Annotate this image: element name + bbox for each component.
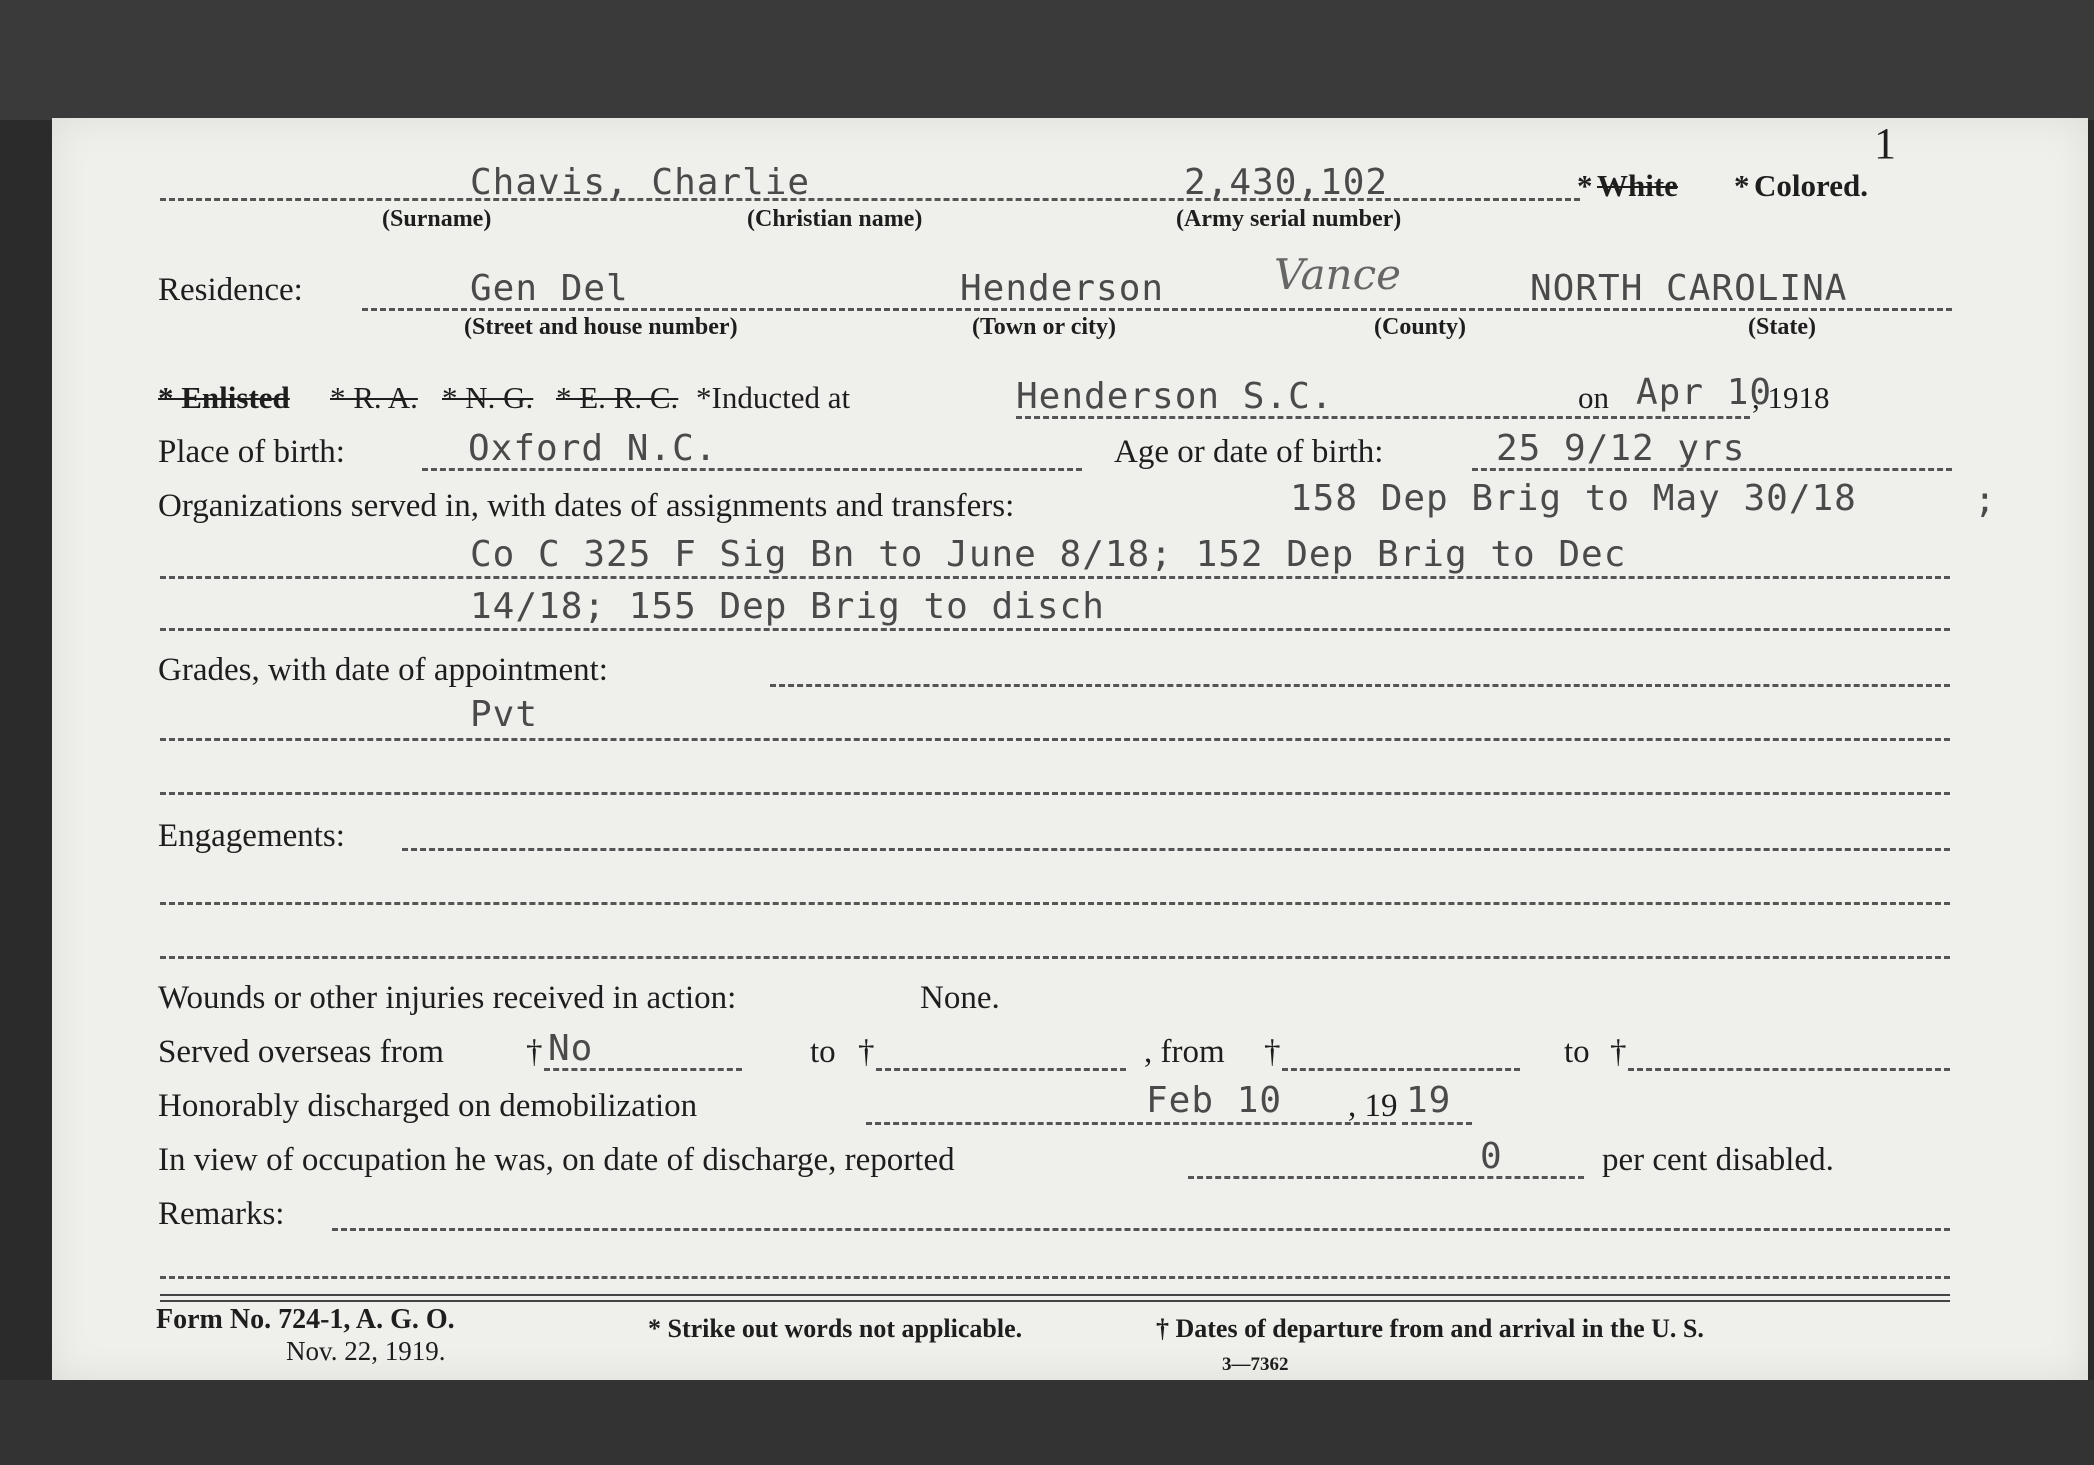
residence-state: NORTH CAROLINA bbox=[1530, 268, 1848, 309]
organizations-label: Organizations served in, with dates of assignments and transfers: bbox=[158, 488, 1015, 524]
organizations-line3-rule bbox=[160, 628, 1950, 631]
engagements-line3 bbox=[160, 956, 1950, 959]
discharge-date-line bbox=[866, 1122, 1396, 1125]
on-label: on bbox=[1578, 380, 1609, 415]
disability-label: In view of occupation he was, on date of discharge, reported bbox=[158, 1142, 955, 1178]
inducted-year: , 1918 bbox=[1752, 380, 1830, 415]
residence-street: Gen Del bbox=[470, 268, 629, 309]
wounds-label: Wounds or other injuries received in action: bbox=[158, 980, 737, 1016]
engagements-line2 bbox=[160, 902, 1950, 905]
overseas-dagger-1: † bbox=[526, 1034, 543, 1070]
overseas-to2-line bbox=[1628, 1068, 1950, 1071]
birth-place-label: Place of birth: bbox=[158, 434, 345, 470]
age-label: Age or date of birth: bbox=[1114, 434, 1384, 470]
grades-line bbox=[770, 684, 1950, 687]
background-bottom bbox=[0, 1380, 2094, 1465]
inducted-date-line bbox=[1620, 416, 1750, 419]
footer-rule-2 bbox=[160, 1300, 1950, 1302]
overseas-label: Served overseas from bbox=[158, 1034, 444, 1070]
organizations-line1-end: ; bbox=[1974, 480, 1997, 521]
ng-option: * N. G. bbox=[442, 380, 534, 415]
county-caption: (County) bbox=[1374, 314, 1467, 340]
engagements-label: Engagements: bbox=[158, 818, 345, 854]
disability-suffix: per cent disabled. bbox=[1602, 1142, 1834, 1178]
disability-value: 0 bbox=[1480, 1136, 1503, 1177]
form-number: Form No. 724-1, A. G. O. bbox=[156, 1304, 455, 1335]
strike-note: * Strike out words not applicable. bbox=[648, 1314, 1023, 1343]
residence-label: Residence: bbox=[158, 272, 303, 308]
dates-note: † Dates of departure from and arrival in the U. S. bbox=[1156, 1314, 1704, 1343]
race-white: White bbox=[1597, 168, 1678, 203]
remarks-line bbox=[332, 1228, 1950, 1231]
grades-value: Pvt bbox=[470, 694, 539, 735]
town-caption: (Town or city) bbox=[972, 314, 1116, 340]
discharge-label: Honorably discharged on demobilization bbox=[158, 1088, 698, 1124]
overseas-to-label: to bbox=[810, 1034, 836, 1070]
discharge-year-line bbox=[1402, 1122, 1472, 1125]
discharge-year-prefix: , 19 bbox=[1348, 1088, 1398, 1124]
print-code: 3—7362 bbox=[1222, 1354, 1289, 1375]
grades-label: Grades, with date of appointment: bbox=[158, 652, 608, 688]
overseas-dagger-2: † bbox=[858, 1034, 875, 1070]
grades-line3 bbox=[160, 792, 1950, 795]
overseas-to-line bbox=[876, 1068, 1126, 1071]
enlisted-option: * Enlisted bbox=[158, 380, 290, 415]
organizations-line2: Co C 325 F Sig Bn to June 8/18; 152 Dep Brig to Dec bbox=[470, 534, 1627, 575]
name-value: Chavis, Charlie bbox=[470, 162, 811, 203]
birth-place-value: Oxford N.C. bbox=[468, 428, 718, 469]
age-value: 25 9/12 yrs bbox=[1496, 428, 1746, 469]
discharge-date: Feb 10 bbox=[1146, 1080, 1283, 1121]
disability-line bbox=[1188, 1176, 1584, 1179]
street-caption: (Street and house number) bbox=[464, 314, 738, 340]
form-date: Nov. 22, 1919. bbox=[286, 1336, 446, 1366]
background-top bbox=[0, 0, 2094, 120]
state-caption: (State) bbox=[1748, 314, 1816, 340]
discharge-year-suffix: 19 bbox=[1406, 1080, 1452, 1121]
inducted-label: *Inducted at bbox=[696, 380, 851, 415]
engagements-line bbox=[402, 848, 1950, 851]
overseas-from2-label: , from bbox=[1144, 1034, 1225, 1070]
organizations-line1: 158 Dep Brig to May 30/18 bbox=[1290, 478, 1857, 519]
race-colored: Colored. bbox=[1754, 168, 1868, 203]
inducted-place: Henderson S.C. bbox=[1016, 376, 1334, 417]
inducted-date: Apr 10 bbox=[1636, 372, 1773, 413]
surname-caption: (Surname) bbox=[382, 206, 492, 232]
residence-county: Vance bbox=[1274, 250, 1401, 299]
organizations-line2-rule bbox=[160, 576, 1950, 579]
remarks-label: Remarks: bbox=[158, 1196, 285, 1232]
asterisk-colored: * bbox=[1734, 168, 1750, 203]
serial-value: 2,430,102 bbox=[1184, 162, 1389, 203]
residence-town: Henderson bbox=[960, 268, 1165, 309]
overseas-to2-label: to bbox=[1564, 1034, 1590, 1070]
service-record-card bbox=[52, 118, 2088, 1380]
christian-caption: (Christian name) bbox=[747, 206, 923, 232]
overseas-dagger-4: † bbox=[1610, 1034, 1627, 1070]
organizations-line3: 14/18; 155 Dep Brig to disch bbox=[470, 586, 1105, 627]
grades-line2 bbox=[160, 738, 1950, 741]
remarks-line2 bbox=[160, 1276, 1950, 1279]
serial-caption: (Army serial number) bbox=[1176, 206, 1402, 232]
overseas-from2-line bbox=[1282, 1068, 1520, 1071]
overseas-from-value: No bbox=[548, 1028, 594, 1069]
erc-option: * E. R. C. bbox=[556, 380, 679, 415]
wounds-value: None. bbox=[920, 980, 1000, 1016]
asterisk-white: * bbox=[1577, 168, 1593, 203]
footer-rule-1 bbox=[160, 1294, 1950, 1296]
overseas-dagger-3: † bbox=[1264, 1034, 1281, 1070]
ra-option: * R. A. bbox=[330, 380, 418, 415]
card-number: 1 bbox=[1874, 119, 1896, 168]
